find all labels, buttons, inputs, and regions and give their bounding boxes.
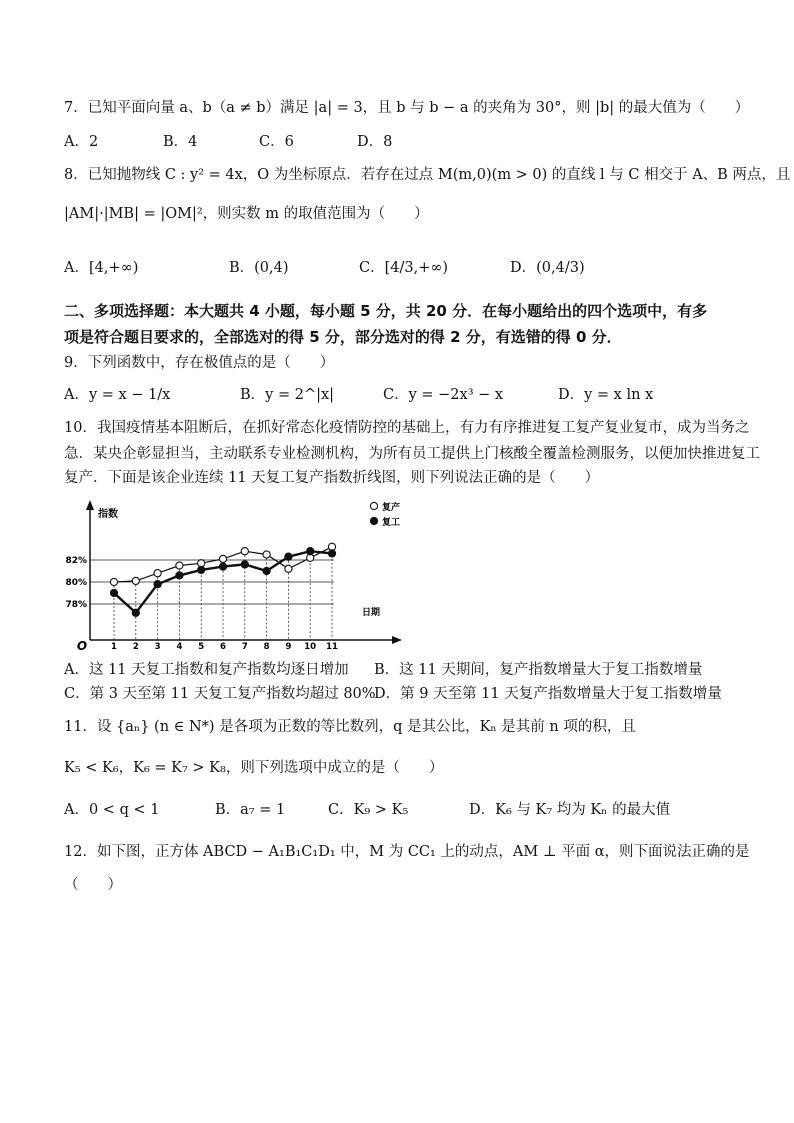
series-fuchan-point: [132, 577, 139, 584]
series-fuchan-point: [285, 565, 292, 572]
q9-option-c: C．y = −2x³ − x: [383, 387, 504, 403]
legend-fuchan-marker: [370, 502, 377, 509]
x-tick-label: 4: [176, 642, 183, 652]
q12-stem-line1: 12．如下图，正方体 ABCD − A₁B₁C₁D₁ 中，M 为 CC₁ 上的动点，AM ⊥ 平面 α，则下面说法正确的是: [64, 844, 750, 860]
y-tick-label: 80%: [65, 578, 87, 588]
q8-option-d: D．(0,4/3): [510, 260, 585, 276]
q10-stem-line1: 10．我国疫情基本阻断后，在抓好常态化疫情防控的基础上，有力有序推进复工复产复业复市，成为当务之: [64, 420, 750, 436]
q10-stem-line2: 急．某央企彰显担当，主动联系专业检测机构，为所有员工提供上门核酸全覆盖检测服务，以便加快推进复工: [64, 446, 760, 462]
series-fugong-point: [110, 589, 117, 596]
series-fuchan-point: [110, 578, 117, 585]
q11-stem-line2: K₅ < K₆，K₆ = K₇ > K₈，则下列选项中成立的是（ ）: [64, 760, 444, 776]
y-tick-label: 78%: [65, 600, 87, 610]
q12-stem-line2: （ ）: [64, 877, 122, 893]
series-fugong-point: [154, 581, 161, 588]
q8-stem-line2: |AM|·|MB| = |OM|²，则实数 m 的取值范围为（ ）: [64, 206, 429, 222]
x-tick-label: 9: [285, 642, 292, 652]
y-axis-arrow: [86, 500, 94, 510]
origin-label: O: [76, 639, 88, 653]
series-fugong-point: [132, 609, 139, 616]
q9-stem: 9．下列函数中，存在极值点的是（ ）: [64, 355, 335, 371]
legend-fugong-marker: [370, 517, 377, 524]
x-tick-label: 5: [198, 642, 205, 652]
q9-option-a: A．y = x − 1/x: [64, 387, 171, 403]
q8-stem-line1: 8．已知抛物线 C : y² = 4x，O 为坐标原点．若存在过点 M(m,0)(m > 0) 的直线 l 与 C 相交于 A、B 两点，且: [64, 167, 791, 183]
legend-fuchan-label: 复产: [382, 503, 401, 513]
q8-option-a: A．[4,+∞): [64, 260, 139, 276]
section2-heading-line1: 二、多项选择题：本大题共 4 小题，每小题 5 分，共 20 分．在每小题给出的四个选项中，有多: [64, 302, 708, 320]
x-tick-label: 10: [304, 642, 317, 652]
q11-option-b: B．a₇ = 1: [215, 802, 286, 818]
series-fugong-point: [285, 553, 292, 560]
q7-option-a: A．2: [64, 134, 99, 150]
y-axis-label: 指数: [98, 509, 118, 520]
q11-option-c: C．K₉ > K₅: [328, 802, 409, 818]
x-axis-label: 日期: [362, 608, 381, 618]
x-tick-label: 11: [326, 642, 338, 652]
q11-option-a: A．0 < q < 1: [64, 802, 160, 818]
series-fuchan-point: [241, 548, 248, 555]
series-fuchan-point: [219, 555, 226, 562]
series-fugong-point: [263, 567, 270, 574]
q11-option-d: D．K₆ 与 K₇ 均为 Kₙ 的最大值: [469, 802, 671, 818]
series-fugong-point: [198, 566, 205, 573]
x-tick-label: 6: [220, 642, 226, 652]
q7-option-d: D．8: [357, 134, 393, 150]
x-tick-label: 3: [154, 642, 161, 652]
q7-option-b: B．4: [163, 134, 198, 150]
series-fugong-point: [241, 561, 248, 568]
y-tick-label: 82%: [65, 556, 87, 566]
series-fugong-point: [328, 550, 335, 557]
legend-fugong-label: 复工: [382, 518, 401, 528]
q10-option-a: A．这 11 天复工指数和复产指数均逐日增加: [64, 662, 349, 678]
q7-stem: 7．已知平面向量 a、b（a ≠ b）满足 |a| = 3，且 b 与 b − a 的夹角为 30°，则 |b| 的最大值为（ ）: [64, 100, 750, 116]
series-fuchan-point: [263, 551, 270, 558]
x-tick-label: 1: [111, 642, 117, 652]
series-fugong-point: [307, 548, 314, 555]
series-fugong-point: [219, 563, 226, 570]
q10-stem-line3: 复产．下面是该企业连续 11 天复工复产指数折线图，则下列说法正确的是（ ）: [64, 470, 600, 486]
q8-option-c: C．[4/3,+∞): [359, 260, 449, 276]
series-fuchan-point: [176, 562, 183, 569]
x-tick-label: 7: [241, 642, 248, 652]
recovery-index-line-chart: [65, 500, 406, 653]
x-axis-arrow: [392, 636, 402, 644]
q8-option-b: B．(0,4): [229, 260, 289, 276]
q10-option-b: B．这 11 天期间，复产指数增量大于复工指数增量: [374, 662, 703, 678]
q10-option-c: C．第 3 天至第 11 天复工复产指数均超过 80%: [64, 686, 376, 702]
x-tick-label: 8: [263, 642, 270, 652]
q9-option-d: D．y = x ln x: [558, 387, 654, 403]
q10-option-d: D．第 9 天至第 11 天复产指数增量大于复工指数增量: [374, 686, 722, 702]
section2-heading-line2: 项是符合题目要求的，全部选对的得 5 分，部分选对的得 2 分，有选错的得 0 分．: [64, 328, 622, 346]
q9-option-b: B．y = 2^|x|: [240, 387, 335, 403]
q7-option-c: C．6: [259, 134, 294, 150]
series-fugong-point: [176, 572, 183, 579]
q11-stem-line1: 11．设 {aₙ} (n ∈ N*) 是各项为正数的等比数列，q 是其公比，Kₙ 是其前 n 项的积，且: [64, 719, 636, 735]
x-tick-label: 2: [132, 642, 139, 652]
series-fuchan-point: [154, 570, 161, 577]
